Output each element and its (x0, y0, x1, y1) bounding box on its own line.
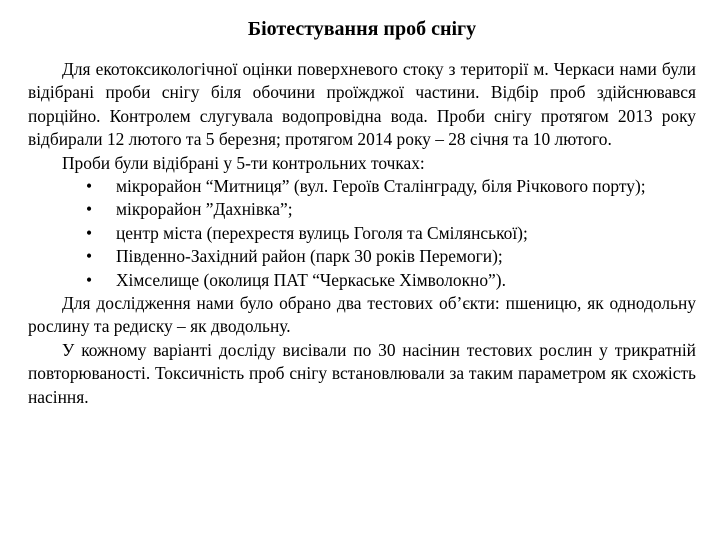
list-item (28, 269, 696, 292)
list-item (28, 175, 696, 198)
list-item (28, 245, 696, 268)
list-item (28, 198, 696, 221)
bullet-marker: • (86, 176, 93, 197)
sampling-points-list (28, 175, 696, 292)
paragraph-method: У кожному варіанті досліду висівали по 30 насінин тестових рослин у трикратній повторюваності. Токсичність проб снігу встановлювали за таким параметром як схожість насіння. (28, 339, 696, 407)
list-item (28, 222, 696, 245)
bullet-marker: • (86, 222, 93, 243)
bullet-marker: • (86, 246, 93, 267)
list-item-text: центр міста (перехрестя вулиць Гоголя та Смілянської); (116, 222, 528, 243)
bullet-marker: • (86, 269, 93, 290)
bullet-marker: • (86, 199, 93, 220)
document-body (28, 58, 696, 409)
list-item-text: Південно-Західний район (парк 30 років Перемоги); (116, 246, 503, 267)
list-item-text: мікрорайон “Митниця” (вул. Героїв Сталінграду, біля Річкового порту); (116, 176, 646, 197)
page-title: Біотестування проб снігу (247, 18, 477, 40)
paragraph-test-objects: Для дослідження нами було обрано два тестових об’єкти: пшеницю, як однодольну рослину та редиску – як дводольну. (28, 293, 696, 337)
list-item-text: мікрорайон ”Дахнівка”; (116, 199, 293, 220)
list-item-text: Хімселище (околиця ПАТ “Черкаське Хімволокно”). (116, 269, 506, 290)
paragraph-sampling-intro: Для екотоксикологічної оцінки поверхневого стоку з території м. Черкаси нами були відібрані проби снігу біля обочини проїжджої частини. Відбір проб здійснювався порційно. Контролем слугувала водопровідна вода. Проби снігу протягом 2013 року відбирали 12 лютого та 5 березня; протягом 2014 року – 28 січня та 10 лютого. (28, 59, 696, 150)
paragraph-control-points: Проби були відібрані у 5-ти контрольних точках: (62, 152, 425, 173)
